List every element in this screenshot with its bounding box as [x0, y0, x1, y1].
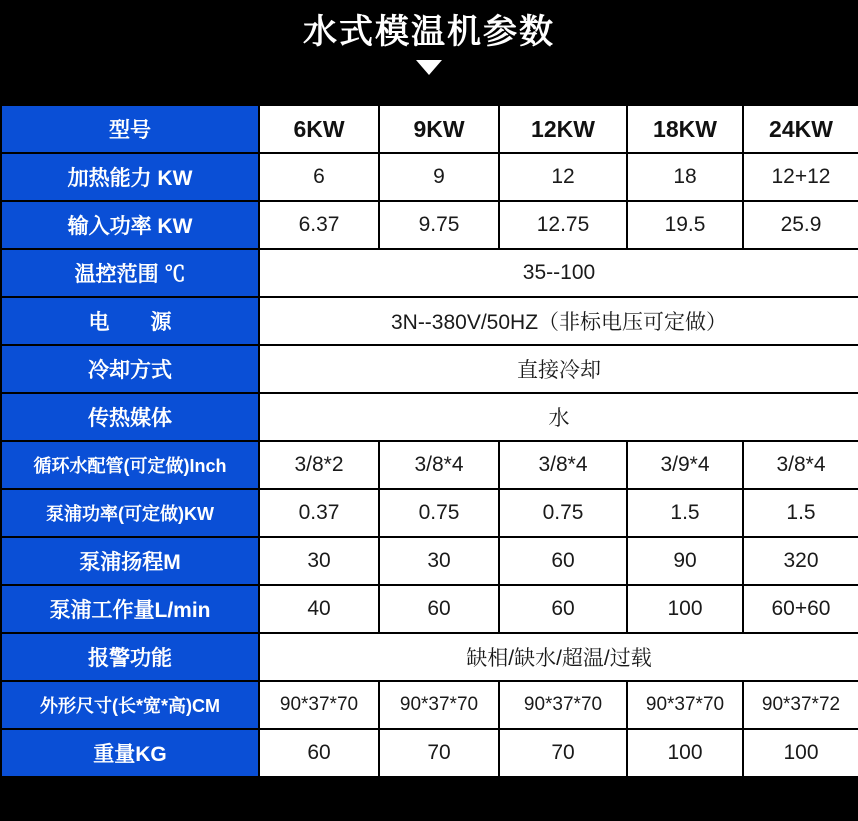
table-row	[1, 633, 858, 681]
row-value: 90*37*70	[627, 681, 743, 729]
row-value: 70	[379, 729, 499, 777]
row-value: 12.75	[499, 201, 627, 249]
row-value: 0.75	[379, 489, 499, 537]
title-block	[0, 0, 858, 104]
table-header-cell: 型号	[1, 105, 259, 153]
row-value: 60	[379, 585, 499, 633]
row-value-merged: 水	[259, 393, 858, 441]
row-value: 60	[499, 537, 627, 585]
row-value: 70	[499, 729, 627, 777]
row-value: 6	[259, 153, 379, 201]
table-row	[1, 297, 858, 345]
row-value: 9	[379, 153, 499, 201]
row-value-merged: 直接冷却	[259, 345, 858, 393]
row-value: 1.5	[627, 489, 743, 537]
table-header-cell: 12KW	[499, 105, 627, 153]
row-value: 19.5	[627, 201, 743, 249]
row-value: 3/8*4	[743, 441, 858, 489]
row-value: 12	[499, 153, 627, 201]
table-header-cell: 18KW	[627, 105, 743, 153]
row-value: 90*37*72	[743, 681, 858, 729]
row-label: 泵浦扬程M	[1, 537, 259, 585]
row-value: 18	[627, 153, 743, 201]
row-value: 90	[627, 537, 743, 585]
row-value: 30	[259, 537, 379, 585]
row-label: 温控范围 ℃	[1, 249, 259, 297]
row-label: 输入功率 KW	[1, 201, 259, 249]
row-value: 320	[743, 537, 858, 585]
row-value: 30	[379, 537, 499, 585]
row-value: 100	[627, 729, 743, 777]
row-value: 6.37	[259, 201, 379, 249]
table-header-cell: 6KW	[259, 105, 379, 153]
row-value: 60	[259, 729, 379, 777]
row-value-merged: 缺相/缺水/超温/过载	[259, 633, 858, 681]
table-header-row	[1, 105, 858, 153]
row-label: 重量KG	[1, 729, 259, 777]
table-row	[1, 393, 858, 441]
row-value: 12+12	[743, 153, 858, 201]
row-value: 90*37*70	[259, 681, 379, 729]
table-header-cell: 24KW	[743, 105, 858, 153]
table-header-cell: 9KW	[379, 105, 499, 153]
row-value: 100	[743, 729, 858, 777]
row-value: 25.9	[743, 201, 858, 249]
row-label: 电 源	[1, 297, 259, 345]
page-title: 水式模温机参数	[303, 13, 555, 51]
table-row	[1, 201, 858, 249]
row-label: 传热媒体	[1, 393, 259, 441]
table-row	[1, 585, 858, 633]
row-value: 3/8*4	[379, 441, 499, 489]
table-row	[1, 681, 858, 729]
table-row	[1, 345, 858, 393]
row-value-merged: 3N--380V/50HZ（非标电压可定做）	[259, 297, 858, 345]
row-value: 60	[499, 585, 627, 633]
row-value: 100	[627, 585, 743, 633]
row-value: 1.5	[743, 489, 858, 537]
row-value: 40	[259, 585, 379, 633]
row-value: 90*37*70	[379, 681, 499, 729]
row-label: 泵浦工作量L/min	[1, 585, 259, 633]
specifications-table	[0, 104, 858, 778]
row-label: 外形尺寸(长*宽*高)CM	[1, 681, 259, 729]
table-row	[1, 441, 858, 489]
row-value: 0.75	[499, 489, 627, 537]
row-label: 循环水配管(可定做)Inch	[1, 441, 259, 489]
row-value: 0.37	[259, 489, 379, 537]
row-value: 60+60	[743, 585, 858, 633]
table-row	[1, 537, 858, 585]
caret-down-icon	[416, 60, 442, 75]
table-row	[1, 489, 858, 537]
table-row	[1, 249, 858, 297]
row-value-merged: 35--100	[259, 249, 858, 297]
row-label: 加热能力 KW	[1, 153, 259, 201]
row-label: 冷却方式	[1, 345, 259, 393]
row-value: 3/8*4	[499, 441, 627, 489]
table-row	[1, 153, 858, 201]
row-label: 报警功能	[1, 633, 259, 681]
row-value: 9.75	[379, 201, 499, 249]
row-label: 泵浦功率(可定做)KW	[1, 489, 259, 537]
row-value: 3/9*4	[627, 441, 743, 489]
row-value: 90*37*70	[499, 681, 627, 729]
table-row	[1, 729, 858, 777]
row-value: 3/8*2	[259, 441, 379, 489]
